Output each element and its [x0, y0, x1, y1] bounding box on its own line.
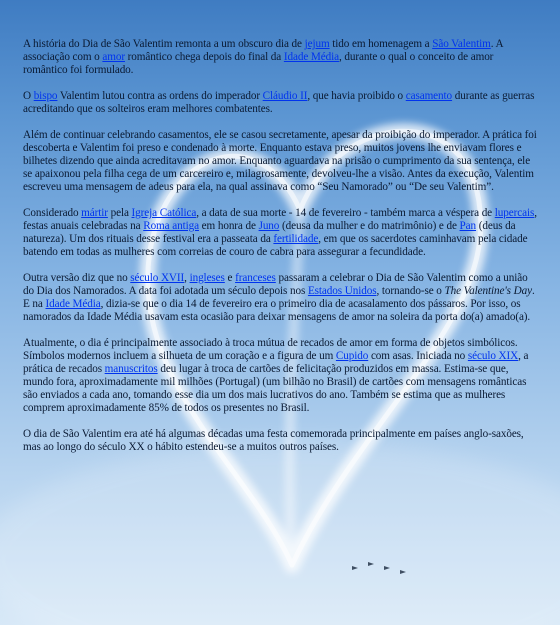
- inline-link[interactable]: Roma antiga: [143, 220, 199, 232]
- paragraph: [23, 129, 538, 194]
- text-run: romântico chega depois do final da: [124, 51, 284, 63]
- text-run: pela: [107, 207, 132, 219]
- inline-link[interactable]: século XIX: [467, 350, 519, 362]
- text-run: deu lugar à troca de cartões de felicitação produzidos em massa. Estima-se que, mundo fora, aproximadamente mil milhões (Portugal) (um bilhão no Brasil) de cartões com mensagens românticas são enviados a cada ano, tomando esse dia um dos mais lucrativos do ano. Também se estima que as mulheres comprem aproximadamente 85% de todos os presentes no Brasil.: [23, 363, 527, 414]
- inline-link[interactable]: Cupido: [335, 350, 369, 362]
- text-run: . E na: [23, 285, 535, 310]
- inline-link[interactable]: Idade Média: [283, 51, 339, 63]
- text-run: ,: [184, 272, 190, 284]
- text-run: O dia de São Valentim era até há algumas décadas uma festa comemorada principalmente em países anglo-saxões, mas ao longo do século XX o hábito estendeu-se a muitos outros países.: [23, 428, 524, 453]
- inline-link[interactable]: Pan: [459, 220, 477, 232]
- text-run: A história do Dia de São Valentim remonta a um obscuro dia de: [23, 38, 305, 50]
- text-run: Valentim lutou contra as ordens do imperador: [57, 90, 263, 102]
- inline-link[interactable]: Estados Unidos: [307, 285, 377, 297]
- inline-link[interactable]: São Valentim: [432, 38, 491, 50]
- text-run: Considerado: [23, 207, 82, 219]
- inline-link[interactable]: século XVII: [130, 272, 185, 284]
- text-run: , festas anuais celebradas na: [23, 207, 537, 232]
- text-run: , durante o qual o conceito de amor romântico foi formulado.: [23, 51, 494, 76]
- text-run: Atualmente, o dia é principalmente associado à troca mútua de recados de amor em forma de objetos simbólicos. Símbolos modernos incluem a silhueta de um coração e a figura de um: [23, 337, 518, 362]
- paragraph: [23, 272, 538, 324]
- text-run: O: [23, 90, 34, 102]
- text-run: e: [224, 272, 236, 284]
- inline-link[interactable]: manuscritos: [104, 363, 158, 375]
- inline-link[interactable]: amor: [102, 51, 125, 63]
- paragraph: [23, 428, 538, 454]
- text-run: , a prática de recados: [23, 350, 529, 375]
- text-run: (deus da natureza). Um dos rituais desse festival era a passeata da: [23, 220, 516, 245]
- text-run: com asas. Iniciada no: [368, 350, 468, 362]
- text-run: , a data de sua morte - 14 de fevereiro - também marca a véspera de: [196, 207, 495, 219]
- inline-link[interactable]: jejum: [304, 38, 330, 50]
- inline-link[interactable]: casamento: [405, 90, 453, 102]
- inline-link[interactable]: mártir: [81, 207, 108, 219]
- text-run: . A associação com o: [23, 38, 503, 63]
- paragraph: [23, 90, 538, 116]
- text-run: , dizia-se que o dia 14 de fevereiro era o primeiro dia de acasalamento dos pássaros. Por isso, os namorados da Idade Média usavam esta ocasião para deixar mensagens de amor na soleira da porta do(a) amado(a).: [23, 298, 531, 323]
- text-run: (deusa da mulher e do matrimônio) e de: [279, 220, 460, 232]
- inline-link[interactable]: ingleses: [189, 272, 225, 284]
- inline-link[interactable]: Idade Média: [45, 298, 101, 310]
- paragraph: [23, 207, 538, 259]
- text-run: Além de continuar celebrando casamentos, ele se casou secretamente, apesar da proibição do imperador. A prática foi descoberta e Valentim foi preso e condenado à morte. Enquanto estava preso, muitos jovens lhe enviavam flores e bilhetes dizendo que ainda acreditavam no amor. Enquanto aguardava na prisão o cumprimento da sua sentença, ele se apaixonou pela filha cega de um carcereiro e, milagrosamente, devolveu-lhe a visão. Antes da execução, Valentim escreveu uma mensagem de adeus para ela, na qual assinava como “Seu Namorado” ou “De seu Valentim”.: [23, 129, 537, 193]
- paragraph: [23, 337, 538, 415]
- text-run: Outra versão diz que no: [23, 272, 131, 284]
- emphasis-text: The Valentine's Day: [444, 285, 532, 297]
- text-run: tido em homenagem a: [329, 38, 433, 50]
- inline-link[interactable]: Igreja Católica: [131, 207, 197, 219]
- text-run: em honra de: [198, 220, 259, 232]
- inline-link[interactable]: franceses: [235, 272, 276, 284]
- inline-link[interactable]: Cláudio II: [262, 90, 308, 102]
- inline-link[interactable]: lupercais: [494, 207, 535, 219]
- text-run: , que havia proibido o: [307, 90, 406, 102]
- paragraph: [23, 38, 538, 77]
- inline-link[interactable]: bispo: [33, 90, 58, 102]
- text-run: durante as guerras acreditando que os solteiros eram melhores combatentes.: [23, 90, 535, 115]
- text-run: , em que os sacerdotes caminhavam pela cidade batendo em todas as mulheres com correias de couro de cabra para assegurar a fecundidade.: [23, 233, 528, 258]
- article-body: [23, 38, 538, 467]
- text-run: passaram a celebrar o Dia de São Valentim como a união do Dia dos Namorados. A data foi adotada um século depois nos: [23, 272, 528, 297]
- inline-link[interactable]: fertilidade: [273, 233, 319, 245]
- text-run: , tornando-se o: [376, 285, 445, 297]
- inline-link[interactable]: Juno: [258, 220, 280, 232]
